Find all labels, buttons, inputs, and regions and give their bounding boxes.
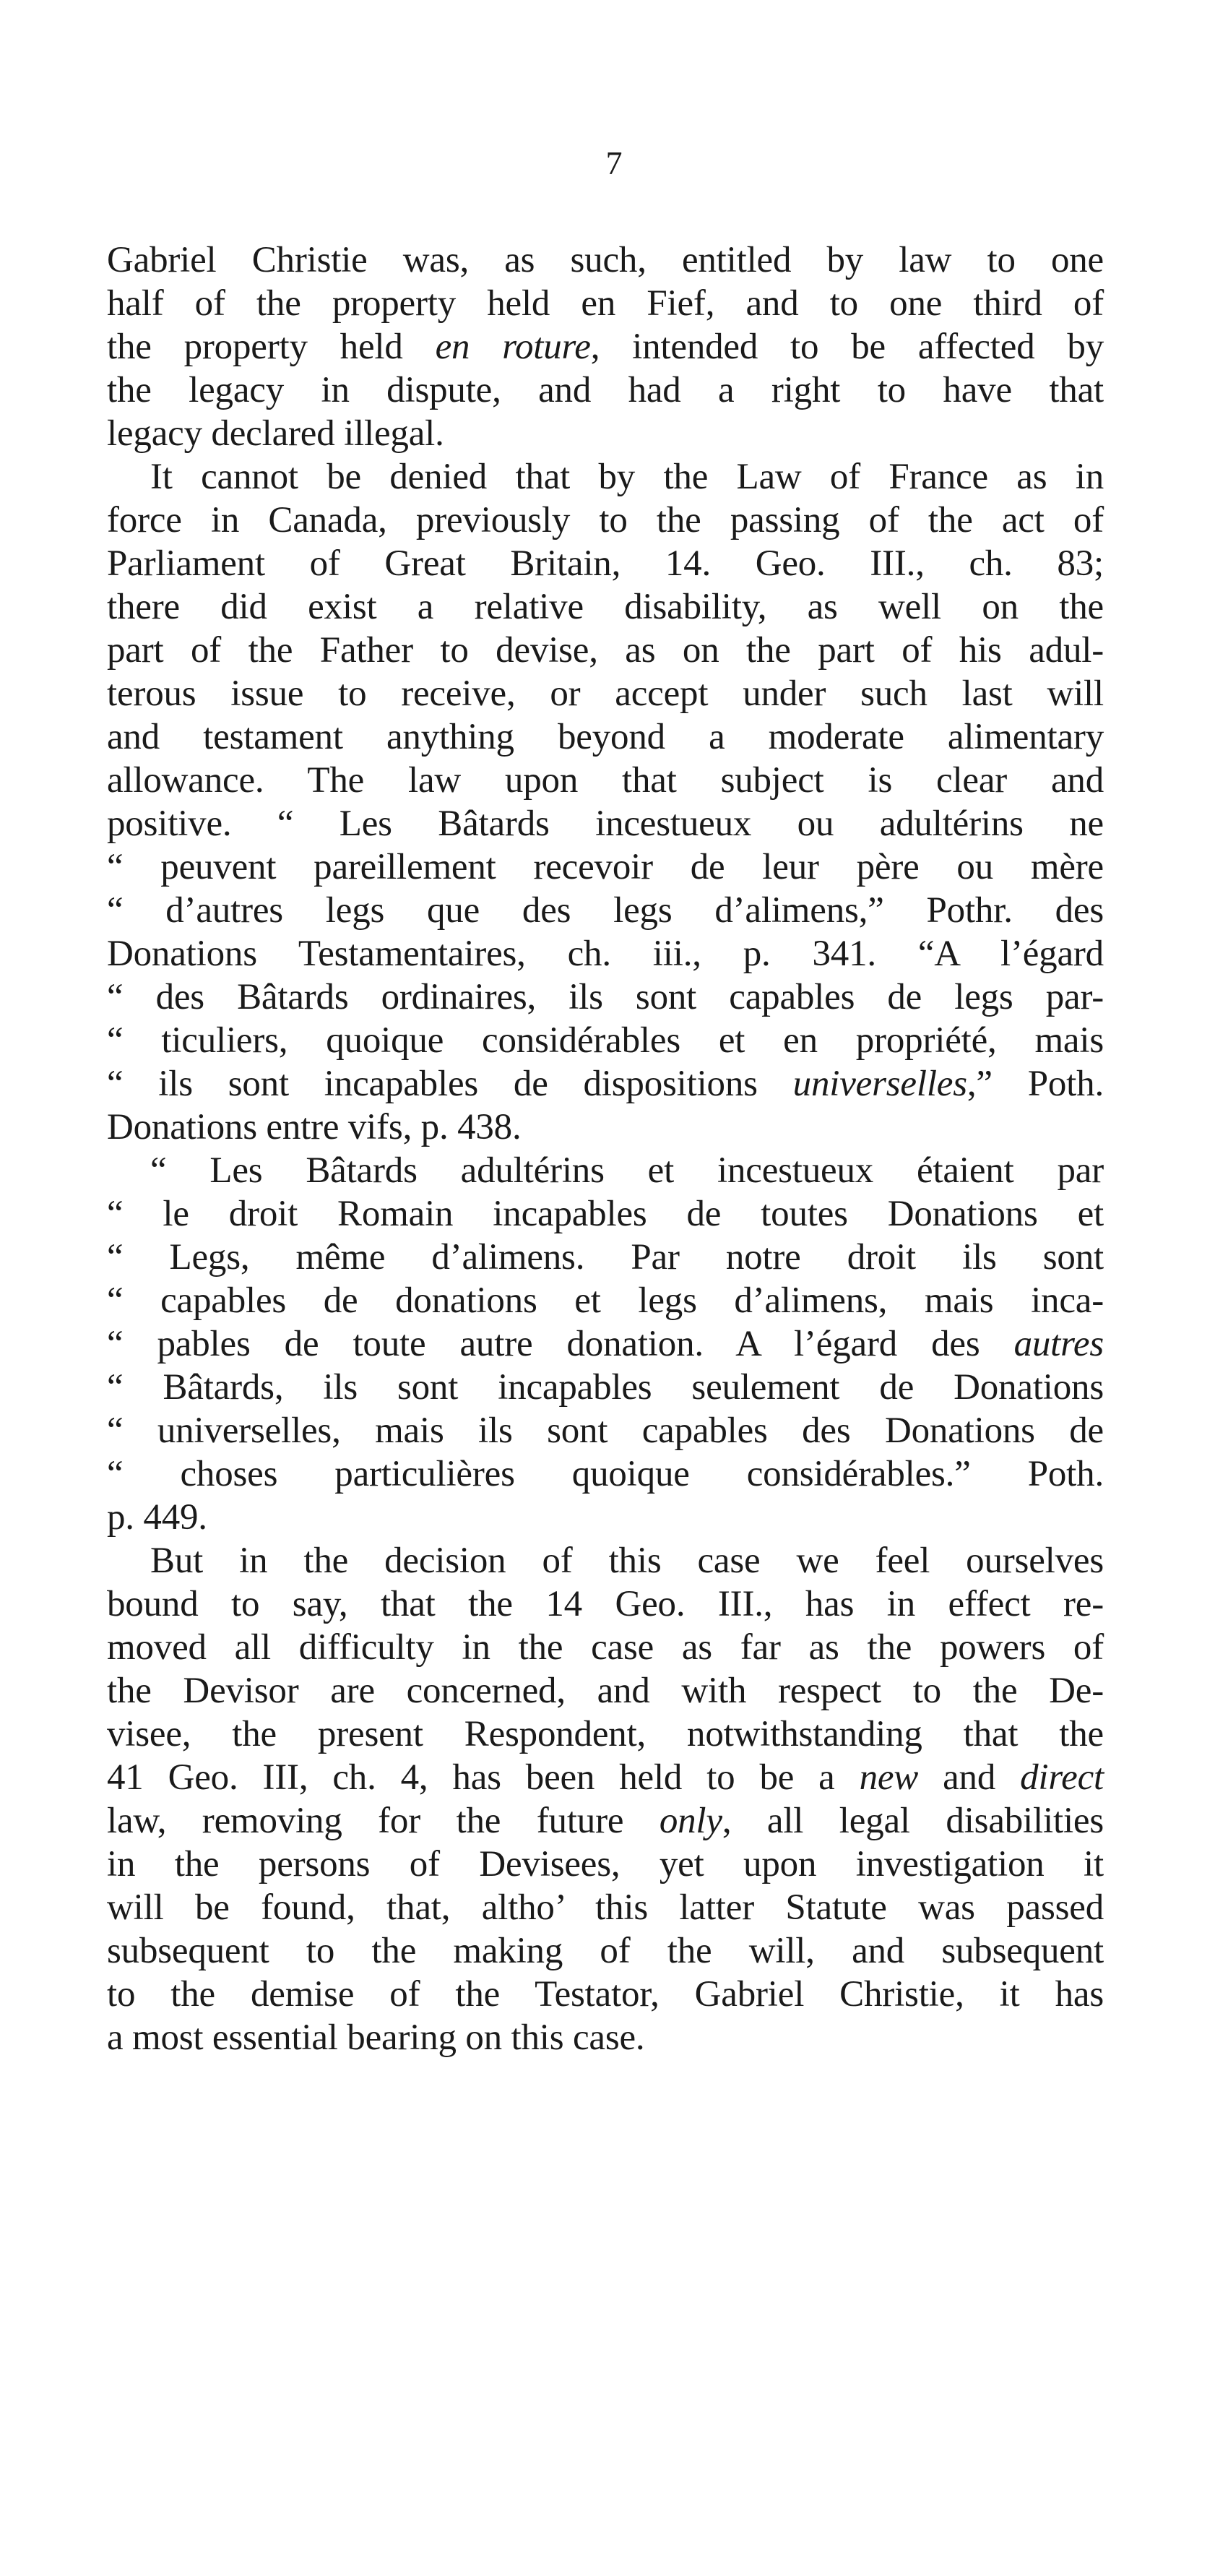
text-line: allowance. The law upon that subject is clear and bbox=[107, 760, 1104, 801]
text-line: Donations entre vifs, p. 438. bbox=[107, 1107, 522, 1147]
text-line: positive. “ Les Bâtards incestueux ou adultérins ne bbox=[107, 804, 1104, 844]
text-line bbox=[107, 1322, 1104, 1366]
text-line: part of the Father to devise, as on the part of his adul- bbox=[107, 630, 1104, 671]
text-line: p. 449. bbox=[107, 1497, 207, 1538]
text-line: It cannot be denied that by the Law of France as in bbox=[150, 457, 1104, 497]
text-line: visee, the present Respondent, notwithstanding that the bbox=[107, 1714, 1104, 1754]
text-line: moved all difficulty in the case as far as the powers of bbox=[107, 1627, 1104, 1668]
text-segment: , intended to be affected by bbox=[590, 327, 1104, 367]
text-line: Gabriel Christie was, as such, entitled by law to one bbox=[107, 240, 1104, 280]
text-line: “ Legs, même d’alimens. Par notre droit ils sont bbox=[107, 1237, 1104, 1278]
italic-text: new bbox=[859, 1757, 919, 1798]
text-line: there did exist a relative disability, as well on the bbox=[107, 587, 1104, 627]
italic-text: universelles bbox=[792, 1064, 967, 1104]
text-line: the legacy in dispute, and had a right to have that bbox=[107, 370, 1104, 410]
text-segment: law, removing for the future bbox=[107, 1801, 660, 1841]
text-segment: and bbox=[918, 1757, 1021, 1798]
text-line: “ Bâtards, ils sont incapables seulement de Donations bbox=[107, 1367, 1104, 1408]
text-line: “ Les Bâtards adultérins et incestueux étaient par bbox=[150, 1150, 1104, 1191]
text-segment: 41 Geo. III, ch. 4, has been held to be a bbox=[107, 1757, 860, 1798]
text-line bbox=[107, 1799, 1104, 1843]
text-line: “ d’autres legs que des legs d’alimens,” Pothr. des bbox=[107, 890, 1104, 931]
italic-text: en roture bbox=[435, 327, 591, 367]
text-line: Parliament of Great Britain, 14. Geo. III., ch. 83; bbox=[107, 543, 1104, 584]
italic-text: only bbox=[659, 1801, 722, 1841]
text-line: “ le droit Romain incapables de toutes Donations et bbox=[107, 1194, 1104, 1234]
text-line: “ choses particulières quoique considérables.” Poth. bbox=[107, 1454, 1104, 1494]
text-line: “ peuvent pareillement recevoir de leur père ou mère bbox=[107, 847, 1104, 887]
text-line bbox=[107, 1756, 1104, 1799]
text-line: “ capables de donations et legs d’alimens, mais inca- bbox=[107, 1280, 1104, 1321]
text-line: and testament anything beyond a moderate alimentary bbox=[107, 717, 1104, 757]
text-line: half of the property held en Fief, and to one third of bbox=[107, 283, 1104, 324]
text-line: But in the decision of this case we feel ourselves bbox=[150, 1541, 1104, 1581]
text-line: terous issue to receive, or accept under such last will bbox=[107, 673, 1104, 714]
italic-text: autres bbox=[1013, 1324, 1104, 1364]
text-line bbox=[107, 1062, 1104, 1106]
text-line: will be found, that, altho’ this latter Statute was passed bbox=[107, 1887, 1104, 1928]
text-line: force in Canada, previously to the passing of the act of bbox=[107, 500, 1104, 540]
text-line: “ ticuliers, quoique considérables et en propriété, mais bbox=[107, 1020, 1104, 1061]
text-segment: the property held bbox=[107, 327, 436, 367]
text-line: a most essential bearing on this case. bbox=[107, 2017, 645, 2058]
text-line: “ universelles, mais ils sont capables des Donations de bbox=[107, 1410, 1104, 1451]
text-line: Donations Testamentaires, ch. iii., p. 341. “A l’égard bbox=[107, 934, 1104, 974]
body-text bbox=[107, 238, 1104, 2059]
text-line: the Devisor are concerned, and with respect to the De- bbox=[107, 1671, 1104, 1711]
text-segment: “ ils sont incapables de dispositions bbox=[107, 1064, 793, 1104]
italic-text: direct bbox=[1020, 1757, 1104, 1798]
text-segment: “ pables de toute autre donation. A l’égard des bbox=[107, 1324, 1014, 1364]
text-line: “ des Bâtards ordinaires, ils sont capables de legs par- bbox=[107, 977, 1104, 1017]
text-line: to the demise of the Testator, Gabriel Christie, it has bbox=[107, 1974, 1104, 2015]
text-line: in the persons of Devisees, yet upon investigation it bbox=[107, 1844, 1104, 1884]
text-line bbox=[107, 325, 1104, 369]
text-segment: ,” Poth. bbox=[967, 1064, 1104, 1104]
text-segment: , all legal disabilities bbox=[722, 1801, 1104, 1841]
text-line: bound to say, that the 14 Geo. III., has in effect re- bbox=[107, 1584, 1104, 1624]
page-number: 7 bbox=[605, 145, 623, 181]
text-line: subsequent to the making of the will, and subsequent bbox=[107, 1931, 1104, 1971]
text-line: legacy declared illegal. bbox=[107, 413, 444, 454]
